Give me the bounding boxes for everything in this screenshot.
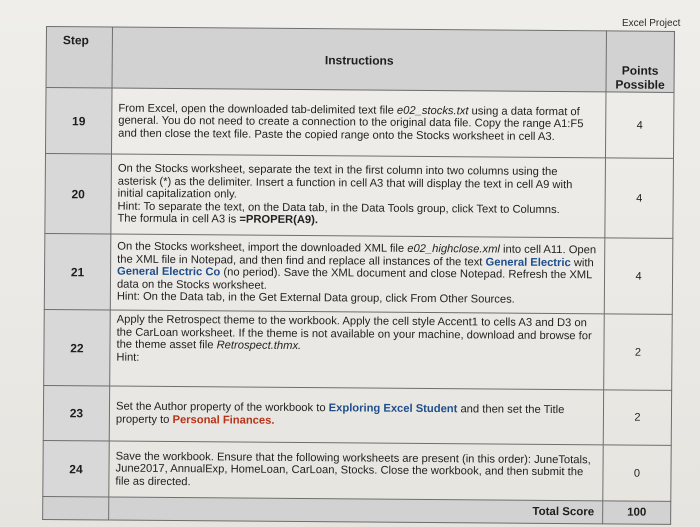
- instruction-segment: with: [570, 256, 594, 269]
- find-text: General Electric: [485, 256, 571, 269]
- instruction-segment: and then set the Title property to: [115, 403, 565, 427]
- points-value: 4: [605, 158, 674, 239]
- table-row: [45, 88, 673, 159]
- points-header: [606, 31, 674, 93]
- total-value: 100: [603, 501, 671, 525]
- total-label: Total Score: [109, 497, 603, 524]
- title-value: Personal Finances.: [172, 414, 275, 427]
- file-name: Retrospect.thmx.: [216, 339, 302, 353]
- hint-text: Hint: To separate the text, on the Data tab, in the Data Tools group, click Text to Columns.: [117, 200, 560, 216]
- instruction-text: [110, 234, 605, 314]
- table-row: [43, 440, 671, 501]
- file-name: e02_highclose.xml: [407, 242, 500, 256]
- step-number: 22: [44, 309, 111, 386]
- instruction-segment: into cell A11. Open the XML file in Notepad, and then find and replace all instances of the text: [117, 243, 597, 269]
- instruction-segment: On the Stocks worksheet, separate the text in the first column into two columns using the asterisk (*) as the delimiter. Insert a function in cell A3 that will display the text in cell A9 with initial capitalization only.: [117, 162, 573, 201]
- step-number: 19: [45, 88, 112, 155]
- step-header: Step: [46, 27, 112, 89]
- table-row: [44, 309, 673, 390]
- header-tag: Excel Project: [622, 18, 681, 29]
- instruction-text: [110, 310, 605, 390]
- instruction-segment: The formula in cell A3 is: [117, 212, 240, 226]
- total-spacer: [43, 496, 109, 520]
- instruction-segment: Set the Author property of the workbook to: [115, 400, 329, 415]
- table-row: [44, 233, 673, 314]
- instructions-table: [42, 26, 675, 525]
- author-value: Exploring Excel Student: [328, 402, 458, 416]
- total-row: [43, 496, 671, 524]
- step-number: 21: [44, 233, 111, 310]
- table-row: [43, 385, 671, 445]
- instruction-segment: From Excel, open the downloaded tab-delimited text file: [118, 102, 398, 117]
- points-value: 0: [603, 445, 671, 502]
- points-value: 4: [605, 92, 674, 159]
- points-value: 2: [604, 314, 673, 391]
- hint-text: Hint:: [116, 351, 140, 364]
- points-header-line2: Possible: [615, 77, 665, 92]
- table-row: [45, 154, 674, 239]
- points-header-line1: Points: [621, 63, 659, 78]
- instruction-segment: Save the workbook. Ensure that the following worksheets are present (in this order): JuneTotals, June2017, AnnualExp, HomeLoan, CarLoan, Stocks. Close the workbook, and then submit the file as directed.: [115, 450, 591, 488]
- step-number: 24: [43, 440, 109, 497]
- instruction-text: [109, 386, 603, 445]
- replace-text: General Electric Co: [117, 265, 221, 279]
- points-value: 2: [603, 390, 671, 446]
- instruction-text: [109, 441, 603, 501]
- instruction-segment: (no period). Save the XML document and close Notepad. Refresh the XML data on the Stocks worksheet.: [116, 266, 593, 292]
- instructions-header: Instructions: [112, 27, 606, 92]
- points-value: 4: [604, 238, 673, 315]
- formula-text: =PROPER(A9).: [239, 213, 319, 227]
- instruction-text: [111, 154, 606, 238]
- instruction-segment: Apply the Retrospect theme to the workbook. Apply the cell style Accent1 to cells A3 and D3 on the CarLoan worksheet. If the theme is not available on your machine, download and browse for the theme asset file: [116, 313, 592, 352]
- header-row: [46, 27, 674, 93]
- file-name: e02_stocks.txt: [396, 104, 469, 117]
- instruction-text: [111, 88, 606, 158]
- instruction-segment: On the Stocks worksheet, import the downloaded XML file: [117, 240, 408, 255]
- step-number: 20: [45, 154, 112, 235]
- hint-text: Hint: On the Data tab, in the Get External Data group, click From Other Sources.: [116, 290, 515, 307]
- step-number: 23: [43, 385, 109, 441]
- instruction-segment: using a data format of general. You do not need to create a connection to the original data file. Copy the range A1:F5 and then close the text file. Paste the copied range onto the Stocks worksheet in cell A3.: [118, 104, 584, 143]
